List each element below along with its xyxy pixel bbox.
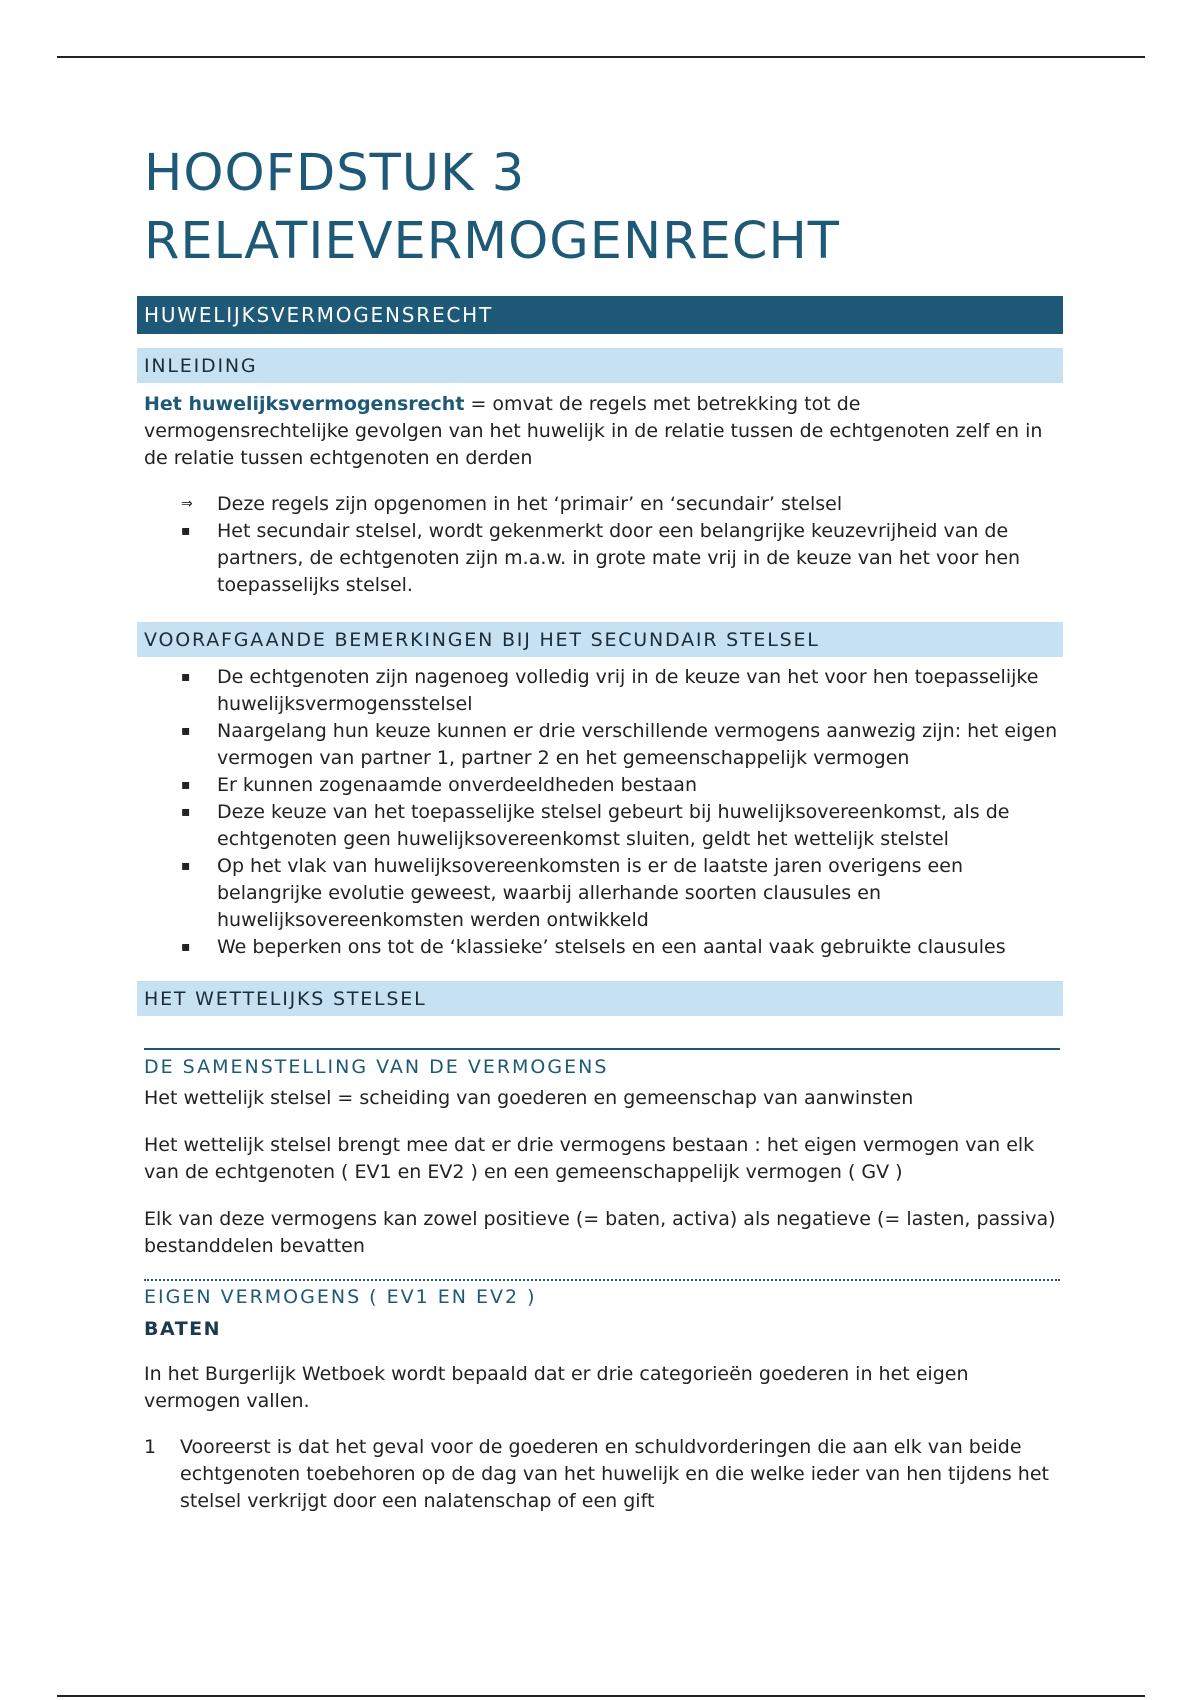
arrow-bullet-icon: ⇒ — [181, 496, 193, 512]
chapter-title — [144, 140, 1063, 276]
subheading-dotted-rule — [144, 1279, 1060, 1281]
list-item-text: We beperken ons tot de ‘klassieke’ stelsels en een aantal vaak gebruikte clausules — [217, 936, 1006, 958]
list-item — [137, 718, 1063, 772]
list-item — [137, 491, 1063, 518]
paragraph: In het Burgerlijk Wetboek wordt bepaald dat er drie categorieën goederen in het eigen vermogen vallen. — [144, 1363, 969, 1412]
paragraph: Het wettelijk stelsel = scheiding van goederen en gemeenschap van aanwinsten — [144, 1087, 914, 1109]
chapter-title-line-1: HOOFDSTUK 3 — [144, 144, 526, 203]
list-item-text: Vooreerst is dat het geval voor de goederen en schuldvorderingen die aan elk van beide echtgenoten toebehoren op de dag van het huwelijk en die welke ieder van hen tijdens het stelsel verkrijgt door een nalatenschap of een gift — [180, 1436, 1049, 1512]
square-bullet-icon: ▪ — [181, 723, 191, 739]
list-number: 1 — [144, 1436, 157, 1458]
paragraph: Het wettelijk stelsel brengt mee dat er drie vermogens bestaan : het eigen vermogen van elk van de echtgenoten ( EV1 en EV2 ) en een gemeenschappelijk vermogen ( GV ) — [144, 1134, 1035, 1183]
footer-rule — [57, 1695, 1145, 1697]
square-bullet-icon: ▪ — [181, 777, 191, 793]
chapter-title-line-2: RELATIEVERMOGENRECHT — [144, 212, 840, 271]
square-bullet-icon: ▪ — [181, 939, 191, 955]
definition-text: = omvat de regels met betrekking tot de vermogensrechtelijke gevolgen van het huwelijk in de relatie tussen de echtgenoten zelf en in de relatie tussen echtgenoten en derden — [144, 393, 1043, 469]
heading-wettelijk-stelsel: HET WETTELIJKS STELSEL — [137, 981, 1063, 1016]
voorafgaande-bullet-list — [137, 664, 1063, 961]
defined-term: Het huwelijksvermogensrecht — [144, 393, 465, 415]
square-bullet-icon: ▪ — [181, 523, 191, 539]
list-item — [137, 853, 1063, 934]
heading-eigen-vermogens: EIGEN VERMOGENS ( EV1 EN EV2 ) — [144, 1286, 537, 1308]
document-body — [137, 140, 1063, 1515]
heading-huwelijksvermogensrecht: HUWELIJKSVERMOGENSRECHT — [137, 296, 1063, 334]
subheading-rule — [144, 1048, 1060, 1050]
heading-samenstelling: DE SAMENSTELLING VAN DE VERMOGENS — [144, 1056, 609, 1078]
list-item-text: Deze keuze van het toepasselijke stelsel gebeurt bij huwelijksovereenkomst, als de echtgenoten geen huwelijksovereenkomst sluiten, geldt het wettelijk stelstel — [217, 801, 1010, 850]
list-item — [137, 772, 1063, 799]
square-bullet-icon: ▪ — [181, 669, 191, 685]
list-item — [137, 518, 1063, 599]
inleiding-bullet-list — [137, 491, 1063, 599]
list-item — [137, 664, 1063, 718]
heading-baten: BATEN — [144, 1318, 222, 1340]
paragraph: Elk van deze vermogens kan zowel positieve (= baten, activa) als negatieve (= lasten, passiva) bestanddelen bevatten — [144, 1208, 1056, 1257]
square-bullet-icon: ▪ — [181, 804, 191, 820]
list-item-text: Op het vlak van huwelijksovereenkomsten is er de laatste jaren overigens een belangrijke evolutie geweest, waarbij allerhande soorten clausules en huwelijksovereenkomsten werden ontwikkeld — [217, 855, 963, 931]
list-item — [137, 934, 1063, 961]
list-item-text: Het secundair stelsel, wordt gekenmerkt door een belangrijke keuzevrijheid van de partners, de echtgenoten zijn m.a.w. in grote mate vrij in de keuze van het voor hen toepasselijks stelsel. — [217, 520, 1021, 596]
numbered-list — [137, 1434, 1063, 1515]
list-item-text: Er kunnen zogenaamde onverdeeldheden bestaan — [217, 774, 697, 796]
list-item-text: Deze regels zijn opgenomen in het ‘primair’ en ‘secundair’ stelsel — [217, 493, 843, 515]
heading-voorafgaande-bemerkingen: VOORAFGAANDE BEMERKINGEN BIJ HET SECUNDAIR STELSEL — [137, 622, 1063, 657]
list-item — [137, 799, 1063, 853]
heading-inleiding: INLEIDING — [137, 348, 1063, 383]
definition-paragraph — [137, 391, 1063, 472]
list-item-text: Naargelang hun keuze kunnen er drie verschillende vermogens aanwezig zijn: het eigen vermogen van partner 1, partner 2 en het gemeenschappelijk vermogen — [217, 720, 1058, 769]
list-item — [137, 1434, 1063, 1515]
square-bullet-icon: ▪ — [181, 858, 191, 874]
list-item-text: De echtgenoten zijn nagenoeg volledig vrij in de keuze van het voor hen toepasselijke huwelijksvermogensstelsel — [217, 666, 1039, 715]
header-rule — [57, 56, 1145, 58]
